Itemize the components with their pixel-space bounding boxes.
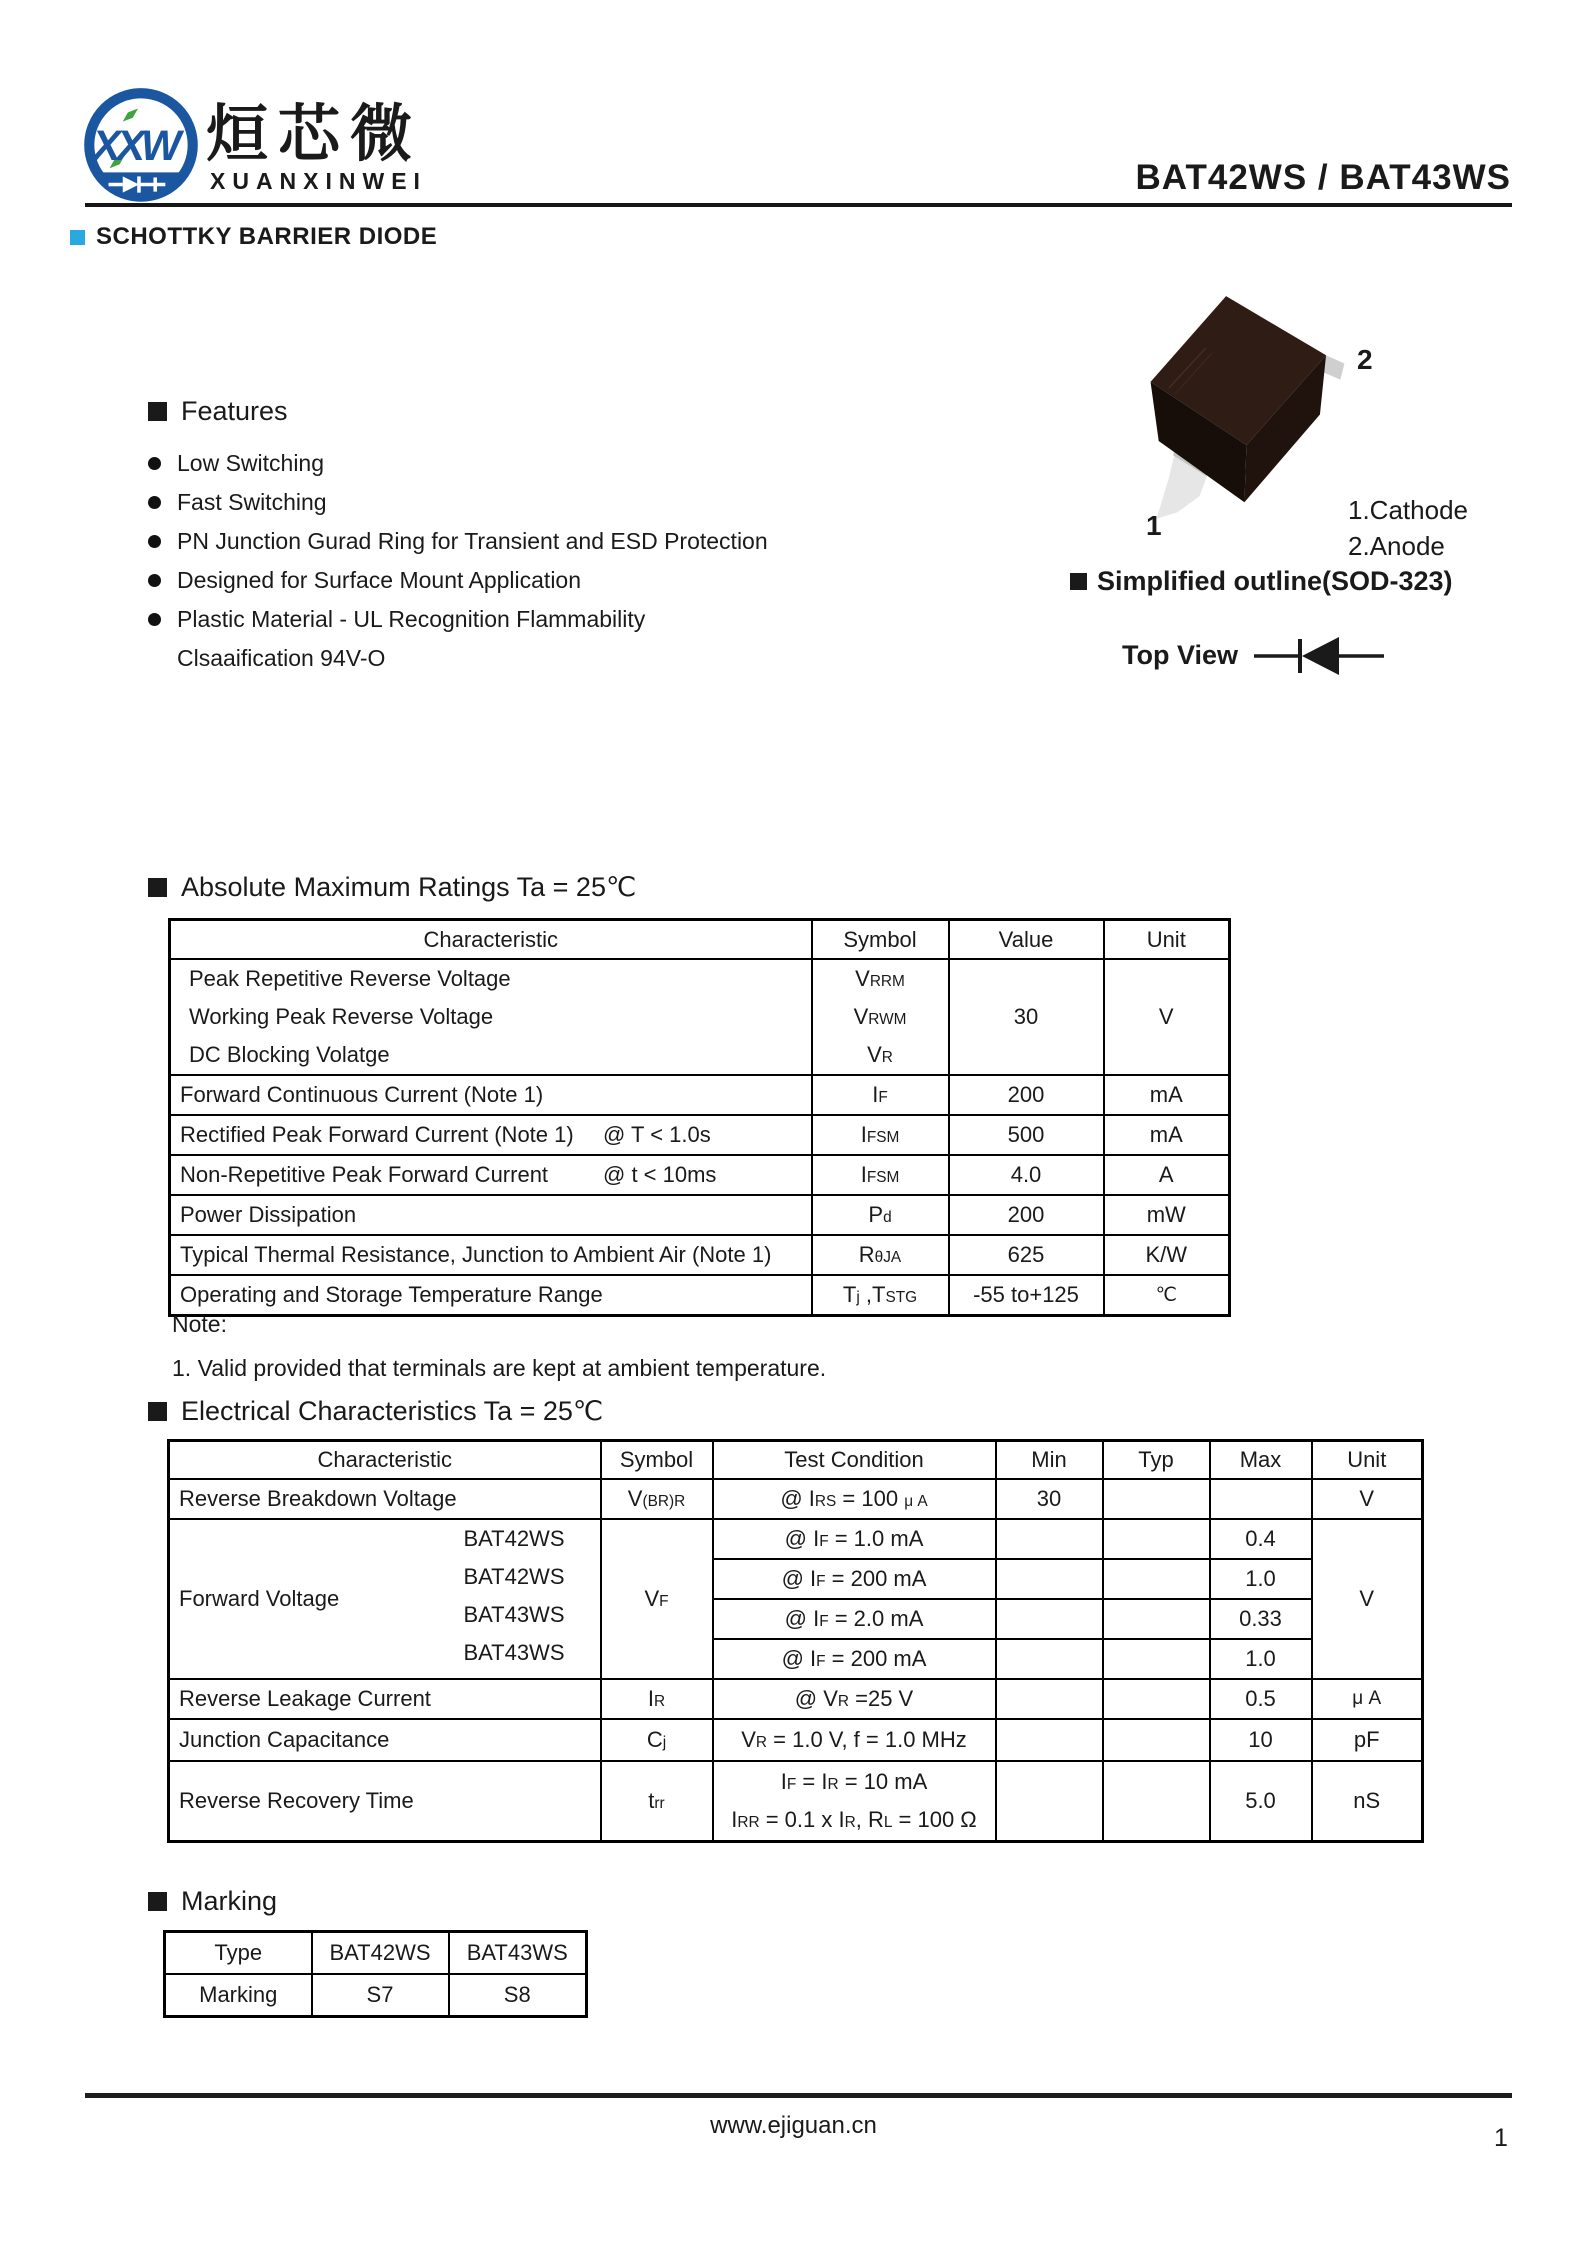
- feature-text: Designed for Surface Mount Application: [177, 567, 582, 593]
- company-cn-name: 烜芯微: [206, 100, 423, 169]
- col-header: Typ: [1103, 1441, 1210, 1480]
- note-label: Note:: [172, 1311, 227, 1337]
- feature-item: [148, 561, 928, 600]
- min-cell: [996, 1639, 1103, 1679]
- unit-cell: nS: [1312, 1761, 1423, 1842]
- electrical-title: [148, 1396, 1424, 1427]
- col-header: Unit: [1312, 1441, 1423, 1480]
- symbol-cell: RθJA: [812, 1235, 949, 1275]
- abs-max-section: [148, 872, 1231, 1317]
- typ-cell: [1103, 1519, 1210, 1559]
- symbol: VRRM: [855, 966, 905, 991]
- min-cell: [996, 1719, 1103, 1761]
- table-row: [170, 1235, 1230, 1275]
- marking-section: [148, 1886, 588, 2018]
- col-header: Min: [996, 1441, 1103, 1480]
- abs-max-title: [148, 872, 1231, 903]
- value-cell: 625: [949, 1235, 1104, 1275]
- typ-cell: [1103, 1679, 1210, 1719]
- col-header: Max: [1210, 1441, 1312, 1480]
- table-row: [169, 1519, 1423, 1559]
- features-title: [148, 396, 928, 427]
- characteristic-cell: Reverse Leakage Current: [169, 1679, 601, 1719]
- black-square-bullet-icon: [148, 1402, 167, 1421]
- test-condition-cell: @ IF = 200 mA: [713, 1559, 996, 1599]
- max-cell: 0.33: [1210, 1599, 1312, 1639]
- note-text: 1. Valid provided that terminals are kept at ambient temperature.: [172, 1355, 827, 1381]
- max-cell: 1.0: [1210, 1639, 1312, 1679]
- table-row: [169, 1479, 1423, 1519]
- feature-text: Plastic Material - UL Recognition Flammability: [177, 606, 646, 632]
- characteristic-text: Rectified Peak Forward Current (Note 1): [180, 1122, 574, 1147]
- unit-cell: V: [1312, 1519, 1423, 1679]
- unit-cell: mW: [1104, 1195, 1230, 1235]
- col-header: Value: [949, 920, 1104, 960]
- table-row: [170, 959, 1230, 1075]
- feature-item: [148, 600, 928, 639]
- page-number: 1: [1494, 2124, 1508, 2152]
- pin2-number-label: 2: [1357, 344, 1373, 375]
- electrical-table: [167, 1439, 1424, 1843]
- test-condition-cell: @ VR =25 V: [713, 1679, 996, 1719]
- max-cell: 5.0: [1210, 1761, 1312, 1842]
- characteristic-text: Forward Voltage: [179, 1586, 340, 1611]
- outline-title: [1070, 566, 1453, 597]
- characteristic-cell: Reverse Recovery Time: [169, 1761, 601, 1842]
- col-header: Symbol: [812, 920, 949, 960]
- table-row: [165, 1932, 587, 1975]
- typ-cell: [1103, 1479, 1210, 1519]
- symbol-cell: VF: [601, 1519, 713, 1679]
- bullet-dot-icon: [148, 535, 161, 548]
- symbol: VR: [867, 1042, 893, 1067]
- table-row: [170, 1075, 1230, 1115]
- symbol-cell: Tj ,TSTG: [812, 1275, 949, 1316]
- table-row: [170, 1155, 1230, 1195]
- unit-cell: V: [1104, 959, 1230, 1075]
- value-cell: 200: [949, 1195, 1104, 1235]
- test-condition-cell: @ IF = 200 mA: [713, 1639, 996, 1679]
- outline-title-text: Simplified outline(SOD-323): [1097, 566, 1453, 596]
- value-cell: 200: [949, 1075, 1104, 1115]
- typ-cell: [1103, 1761, 1210, 1842]
- bullet-dot-icon: [148, 457, 161, 470]
- electrical-title-text: Electrical Characteristics Ta = 25℃: [181, 1396, 604, 1426]
- marking-type-cell: BAT42WS: [312, 1932, 449, 1975]
- feature-text: Fast Switching: [177, 489, 327, 515]
- value-cell: -55 to+125: [949, 1275, 1104, 1316]
- bullet-dot-icon: [148, 574, 161, 587]
- characteristic-line: Peak Repetitive Reverse Voltage: [189, 966, 511, 991]
- min-cell: 30: [996, 1479, 1103, 1519]
- min-cell: [996, 1559, 1103, 1599]
- bullet-dot-icon: [148, 496, 161, 509]
- col-header: Characteristic: [170, 920, 812, 960]
- max-cell: [1210, 1479, 1312, 1519]
- document-subtitle: [70, 223, 437, 251]
- feature-item: [148, 444, 928, 483]
- characteristic-cell: Typical Thermal Resistance, Junction to Ambient Air (Note 1): [170, 1235, 812, 1275]
- black-square-bullet-icon: [1070, 573, 1087, 590]
- min-cell: [996, 1679, 1103, 1719]
- company-en-name: XUANXINWEI: [210, 168, 427, 194]
- table-row: [169, 1719, 1423, 1761]
- test-condition-cell: [713, 1761, 996, 1842]
- feature-text: PN Junction Gurad Ring for Transient and ESD Protection: [177, 528, 768, 554]
- footer-rule: [85, 2093, 1512, 2098]
- table-row: [169, 1761, 1423, 1842]
- max-cell: 0.4: [1210, 1519, 1312, 1559]
- pin-name-legend: [1348, 492, 1468, 564]
- symbol-cell: IFSM: [812, 1155, 949, 1195]
- note-block: [172, 1308, 826, 1385]
- table-row: [165, 1974, 587, 2017]
- value-cell: 30: [949, 959, 1104, 1075]
- model-name: BAT43WS: [463, 1602, 565, 1627]
- marking-code-cell: S8: [449, 1974, 587, 2017]
- condition-text: @ t < 10ms: [603, 1162, 717, 1187]
- table-row: [170, 1195, 1230, 1235]
- characteristic-line: DC Blocking Volatge: [189, 1042, 390, 1067]
- features-title-text: Features: [181, 396, 288, 426]
- characteristic-cell: [170, 1115, 812, 1155]
- unit-cell: ℃: [1104, 1275, 1230, 1316]
- features-section: [148, 396, 928, 678]
- test-condition-cell: @ IF = 2.0 mA: [713, 1599, 996, 1639]
- col-header: Test Condition: [713, 1441, 996, 1480]
- characteristic-text: Non-Repetitive Peak Forward Current: [180, 1162, 549, 1187]
- top-view-label: Top View: [1122, 640, 1239, 670]
- unit-cell: A: [1104, 1155, 1230, 1195]
- min-cell: [996, 1519, 1103, 1559]
- test-condition-cell: @ IF = 1.0 mA: [713, 1519, 996, 1559]
- marking-type-cell: BAT43WS: [449, 1932, 587, 1975]
- marking-type-header: Type: [165, 1932, 312, 1975]
- pin1-number-label: 1: [1146, 510, 1162, 541]
- table-row: [170, 1115, 1230, 1155]
- feature-item: [148, 522, 928, 561]
- test-condition-cell: @ IRS = 100 μ A: [713, 1479, 996, 1519]
- bullet-dot-icon: [148, 613, 161, 626]
- test-condition-line: IRR = 0.1 x IR, RL = 100 Ω: [731, 1807, 977, 1832]
- characteristic-cell: Forward Continuous Current (Note 1): [170, 1075, 812, 1115]
- characteristic-cell: [170, 1155, 812, 1195]
- black-square-bullet-icon: [148, 402, 167, 421]
- symbol-cell: IR: [601, 1679, 713, 1719]
- feature-item: [148, 483, 928, 522]
- min-cell: [996, 1761, 1103, 1842]
- condition-text: @ T < 1.0s: [603, 1122, 711, 1147]
- col-header: Unit: [1104, 920, 1230, 960]
- pin2-name: 2.Anode: [1348, 531, 1445, 561]
- symbol-cell: IF: [812, 1075, 949, 1115]
- black-square-bullet-icon: [148, 878, 167, 897]
- part-number-title: BAT42WS / BAT43WS: [1135, 158, 1511, 197]
- value-cell: 500: [949, 1115, 1104, 1155]
- abs-max-title-text: Absolute Maximum Ratings Ta = 25℃: [181, 872, 637, 902]
- characteristic-line: Working Peak Reverse Voltage: [189, 1004, 494, 1029]
- table-row: [169, 1679, 1423, 1719]
- symbol-cell: Cj: [601, 1719, 713, 1761]
- subtitle-text: SCHOTTKY BARRIER DIODE: [96, 223, 438, 250]
- typ-cell: [1103, 1559, 1210, 1599]
- marking-title-text: Marking: [181, 1886, 278, 1916]
- symbol: VRWM: [853, 1004, 907, 1029]
- characteristic-cell: [169, 1519, 601, 1679]
- test-condition-cell: VR = 1.0 V, f = 1.0 MHz: [713, 1719, 996, 1761]
- marking-label-cell: Marking: [165, 1974, 312, 2017]
- test-condition-line: IF = IR = 10 mA: [780, 1769, 928, 1794]
- characteristic-cell: Reverse Breakdown Voltage: [169, 1479, 601, 1519]
- typ-cell: [1103, 1639, 1210, 1679]
- unit-cell: pF: [1312, 1719, 1423, 1761]
- marking-table: [163, 1930, 588, 2018]
- characteristic-cell: Operating and Storage Temperature Range: [170, 1275, 812, 1316]
- model-list: [463, 1520, 564, 1672]
- typ-cell: [1103, 1719, 1210, 1761]
- value-cell: 4.0: [949, 1155, 1104, 1195]
- characteristic-cell: Junction Capacitance: [169, 1719, 601, 1761]
- col-header: Symbol: [601, 1441, 713, 1480]
- table-header-row: [170, 920, 1230, 960]
- symbol-cell: V(BR)R: [601, 1479, 713, 1519]
- feature-text: Low Switching: [177, 450, 325, 476]
- feature-continuation: Clsaaification 94V-O: [177, 645, 386, 671]
- symbol-cell: trr: [601, 1761, 713, 1842]
- model-name: BAT43WS: [463, 1640, 565, 1665]
- col-header: Characteristic: [169, 1441, 601, 1480]
- black-square-bullet-icon: [148, 1892, 167, 1911]
- features-list: [148, 444, 928, 678]
- company-logo-icon: [70, 76, 212, 218]
- blue-square-bullet-icon: [70, 230, 85, 245]
- unit-cell: mA: [1104, 1115, 1230, 1155]
- max-cell: 1.0: [1210, 1559, 1312, 1599]
- model-name: BAT42WS: [463, 1526, 565, 1551]
- pin1-name: 1.Cathode: [1348, 495, 1468, 525]
- package-3d-image: [1146, 290, 1351, 540]
- unit-cell: V: [1312, 1479, 1423, 1519]
- unit-cell: K/W: [1104, 1235, 1230, 1275]
- header-rule: [85, 203, 1512, 207]
- symbol-cell: Pd: [812, 1195, 949, 1235]
- marking-code-cell: S7: [312, 1974, 449, 2017]
- electrical-section: [148, 1396, 1424, 1843]
- unit-cell: μ A: [1312, 1679, 1423, 1719]
- max-cell: 10: [1210, 1719, 1312, 1761]
- abs-max-table: [168, 918, 1231, 1317]
- max-cell: 0.5: [1210, 1679, 1312, 1719]
- unit-cell: mA: [1104, 1075, 1230, 1115]
- table-header-row: [169, 1441, 1423, 1480]
- typ-cell: [1103, 1599, 1210, 1639]
- symbol-cell: [812, 959, 949, 1075]
- characteristic-cell: [170, 959, 812, 1075]
- characteristic-cell: Power Dissipation: [170, 1195, 812, 1235]
- model-name: BAT42WS: [463, 1564, 565, 1589]
- diode-symbol-icon: [1252, 634, 1387, 678]
- footer-website: www.ejiguan.cn: [710, 2112, 877, 2139]
- symbol-cell: IFSM: [812, 1115, 949, 1155]
- logo-monogram: XXW: [92, 122, 178, 171]
- min-cell: [996, 1599, 1103, 1639]
- marking-title: [148, 1886, 588, 1917]
